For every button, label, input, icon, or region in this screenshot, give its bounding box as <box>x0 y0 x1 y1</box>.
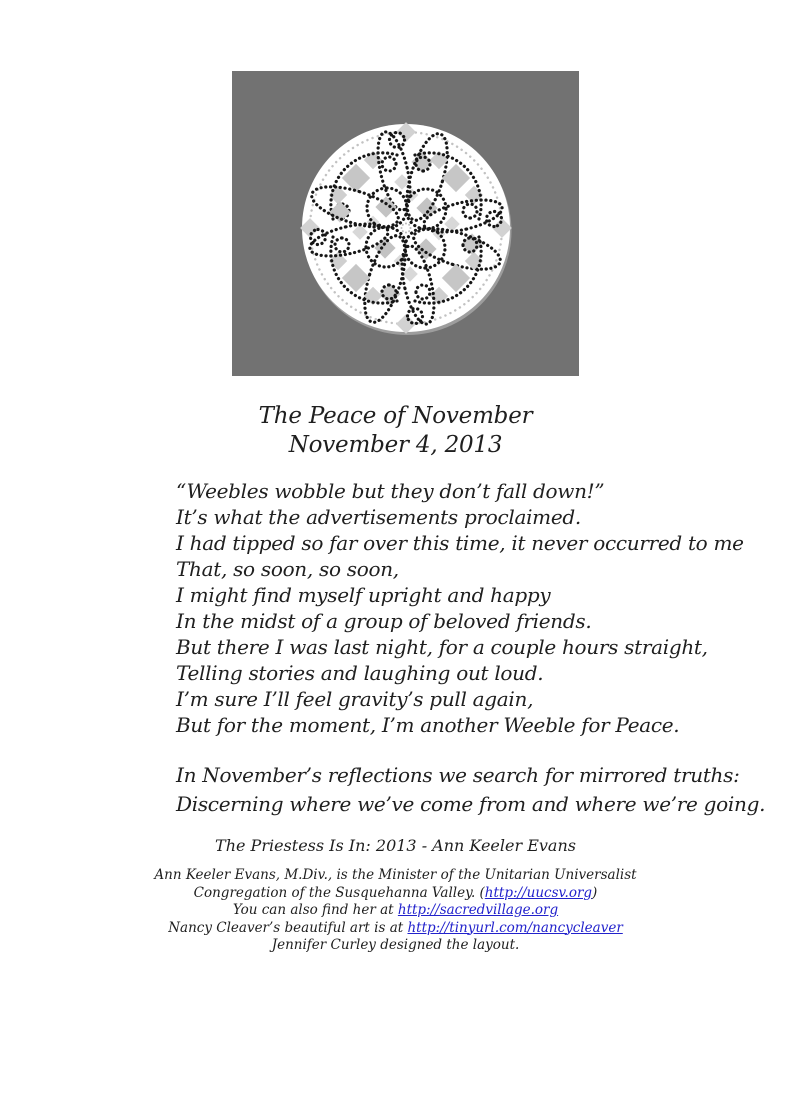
bead-mandala-artwork <box>232 71 579 376</box>
footer-credits <box>0 867 791 955</box>
poem-line: I’m sure I’ll feel gravity’s pull again, <box>176 687 534 711</box>
poem-line: In November’s reflections we search for mirrored truths: <box>176 763 740 787</box>
footer-text: You can also find her at <box>232 902 398 918</box>
white-circle <box>302 124 510 332</box>
poem-stanza-1 <box>176 478 791 738</box>
poem-line: “Weebles wobble but they don’t fall down!” <box>176 479 605 503</box>
poem-stanza-2 <box>176 761 791 819</box>
poem-line: I might find myself upright and happy <box>176 583 551 607</box>
sacredvillage-link[interactable]: http://sacredvillage.org <box>397 902 559 918</box>
uucsv-link[interactable]: http://uucsv.org <box>484 884 593 901</box>
nancycleaver-link[interactable]: http://tinyurl.com/nancycleaver <box>407 919 623 936</box>
poem-line: Telling stories and laughing out loud. <box>176 661 544 685</box>
poem-line: That, so soon, so soon, <box>176 557 399 581</box>
footer-line <box>0 867 791 885</box>
poem-title: The Peace of November <box>258 403 533 429</box>
series-attribution: The Priestess Is In: 2013 - Ann Keeler Evans <box>215 836 576 855</box>
poem-line: In the midst of a group of beloved friends. <box>176 609 592 633</box>
poem-line: I had tipped so far over this time, it never occurred to me <box>176 531 744 555</box>
footer-text: Ann Keeler Evans, M.Div., is the Minister of the Unitarian Universalist <box>154 867 637 883</box>
poem-line: But there I was last night, for a couple hours straight, <box>176 635 708 659</box>
footer-line <box>0 902 791 920</box>
footer-text: Nancy Cleaver’s beautiful art is at <box>168 919 408 936</box>
document-page <box>0 71 791 1095</box>
title-block <box>0 402 791 460</box>
footer-line <box>0 920 791 938</box>
footer-text: ) <box>592 884 598 901</box>
footer-line <box>0 937 791 955</box>
poem-line: Discerning where we’ve come from and where we’re going. <box>176 792 766 816</box>
footer-text: Congregation of the Susquehanna Valley. ( <box>193 884 485 901</box>
footer-line <box>0 885 791 903</box>
poem-line: It’s what the advertisements proclaimed. <box>176 505 581 529</box>
poem-date: November 4, 2013 <box>288 432 503 458</box>
bead-mandala-image <box>296 118 516 338</box>
footer-text: Jennifer Curley designed the layout. <box>271 937 520 953</box>
poem-line: But for the moment, I’m another Weeble for Peace. <box>176 713 680 737</box>
